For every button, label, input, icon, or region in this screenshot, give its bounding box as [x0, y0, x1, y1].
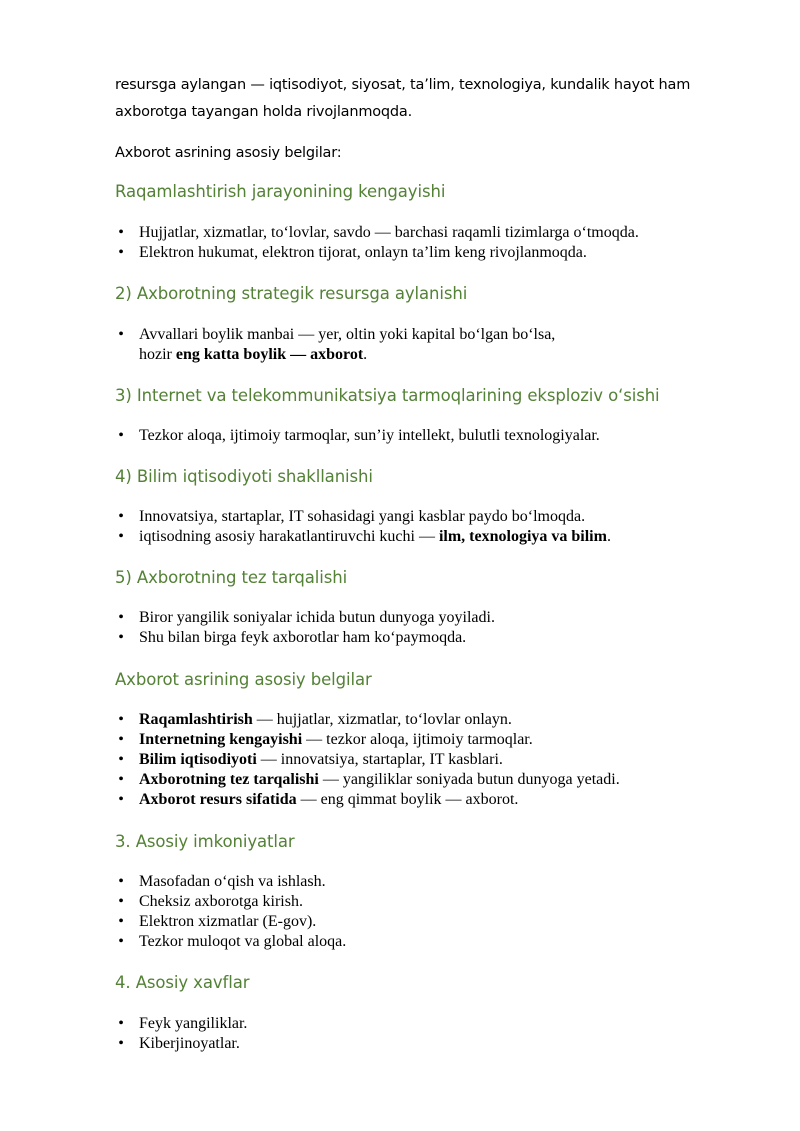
bullet-icon: • — [118, 933, 124, 950]
intro-line-1: resursga aylangan — iqtisodiyot, siyosat, ta’lim, texnologiya, kundalik hayot ham — [115, 77, 691, 93]
bullet-icon: • — [118, 427, 124, 444]
list-item: • Bilim iqtisodiyoti — innovatsiya, startaplar, IT kasblari. — [115, 750, 755, 770]
section-heading-fast-spread: 5) Axborotning tez tarqalishi — [115, 568, 348, 587]
list-item: • Cheksiz axborotga kirish. — [115, 892, 755, 912]
bullet-icon: • — [118, 711, 124, 728]
section-heading-strategic-resource: 2) Axborotning strategik resursga aylanishi — [115, 284, 468, 303]
bullet-icon: • — [118, 609, 124, 626]
list-item: • Shu bilan birga feyk axborotlar ham ko‘paymoqda. — [115, 628, 755, 648]
bullet-icon: • — [118, 771, 124, 788]
list-item: • Avvallari boylik manbai — yer, oltin yoki kapital bo‘lgan bo‘lsa, hozir eng katta boylik — axborot. — [115, 325, 755, 365]
section-list-threats — [115, 1014, 755, 1054]
section-list-fast-spread — [115, 608, 755, 648]
list-item: • Hujjatlar, xizmatlar, to‘lovlar, savdo — barchasi raqamli tizimlarga o‘tmoqda. — [115, 223, 755, 243]
section-list-internet-growth — [115, 426, 755, 446]
intro-line-2: axborotga tayangan holda rivojlanmoqda. — [115, 104, 413, 120]
list-item: • Elektron xizmatlar (E-gov). — [115, 912, 755, 932]
bullet-icon: • — [118, 508, 124, 525]
list-item: • Axborot resurs sifatida — eng qimmat boylik — axborot. — [115, 790, 755, 810]
list-item: • iqtisodning asosiy harakatlantiruvchi kuchi — ilm, texnologiya va bilim. — [115, 527, 755, 547]
bold-phrase: ilm, texnologiya va bilim — [438, 528, 607, 545]
list-item: • Axborotning tez tarqalishi — yangiliklar soniyada butun dunyoga yetadi. — [115, 770, 755, 790]
section-heading-opportunities: 3. Asosiy imkoniyatlar — [115, 832, 295, 851]
section-list-summary — [115, 710, 755, 810]
section-list-opportunities — [115, 872, 755, 952]
section-list-digitalization — [115, 223, 755, 263]
bullet-icon: • — [118, 1035, 124, 1052]
section-heading-threats: 4. Asosiy xavflar — [115, 973, 250, 992]
list-item: • Raqamlashtirish — hujjatlar, xizmatlar, to‘lovlar onlayn. — [115, 710, 755, 730]
bullet-icon: • — [118, 244, 124, 261]
bold-phrase: eng katta boylik — axborot — [175, 346, 364, 363]
bullet-icon: • — [118, 1015, 124, 1032]
section-list-strategic-resource — [115, 325, 755, 365]
list-item: • Elektron hukumat, elektron tijorat, onlayn ta’lim keng rivojlanmoqda. — [115, 243, 755, 263]
bullet-icon: • — [118, 629, 124, 646]
bullet-icon: • — [118, 751, 124, 768]
list-item: • Masofadan o‘qish va ishlash. — [115, 872, 755, 892]
section-heading-internet-growth: 3) Internet va telekommunikatsiya tarmoqlarining eksploziv o‘sishi — [115, 386, 660, 405]
bullet-icon: • — [118, 791, 124, 808]
bullet-icon: • — [118, 913, 124, 930]
bullet-icon: • — [118, 731, 124, 748]
list-item: • Tezkor muloqot va global aloqa. — [115, 932, 755, 952]
bullet-icon: • — [118, 224, 124, 241]
section-heading-digitalization: Raqamlashtirish jarayonining kengayishi — [115, 182, 446, 201]
list-item: • Internetning kengayishi — tezkor aloqa, ijtimoiy tarmoqlar. — [115, 730, 755, 750]
bullet-icon: • — [118, 893, 124, 910]
list-item: • Kiberjinoyatlar. — [115, 1034, 755, 1054]
intro-paragraph — [115, 72, 715, 126]
bullet-icon: • — [118, 528, 124, 545]
list-item: • Tezkor aloqa, ijtimoiy tarmoqlar, sun’iy intellekt, bulutli texnologiyalar. — [115, 426, 755, 446]
bullet-icon: • — [118, 326, 124, 343]
list-item: • Feyk yangiliklar. — [115, 1014, 755, 1034]
section-list-knowledge-economy — [115, 507, 755, 547]
bullet-icon: • — [118, 873, 124, 890]
section-heading-knowledge-economy: 4) Bilim iqtisodiyoti shakllanishi — [115, 467, 373, 486]
list-item: • Innovatsiya, startaplar, IT sohasidagi yangi kasblar paydo bo‘lmoqda. — [115, 507, 755, 527]
intro-lead: Axborot asrining asosiy belgilar: — [115, 145, 342, 161]
section-heading-summary: Axborot asrining asosiy belgilar — [115, 670, 372, 689]
list-item: • Biror yangilik soniyalar ichida butun dunyoga yoyiladi. — [115, 608, 755, 628]
